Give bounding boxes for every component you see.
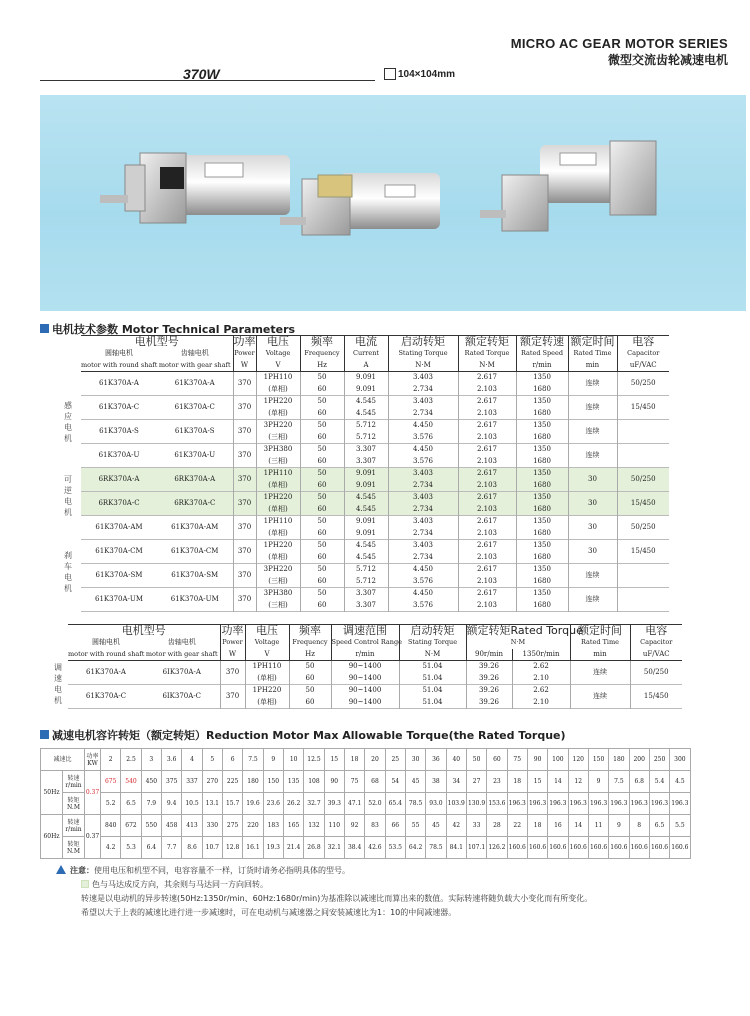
table-row: 61K370A-UM 61K370A-UM 370 3PH380 50 3.307 4.450 2.617 1350 连续 [81,588,669,600]
note-line-4: 希望以大于上表的减速比进行进一步减速时，可在电动机与减速器之间安装减速比为1：10的中间减速器。 [81,908,457,917]
torque-cell: 32.7 [304,793,324,815]
col-model: 电机型号 [134,335,179,349]
torque-cell: 196.3 [629,793,649,815]
torque-title: 减速电机容许转矩（额定转矩）Reduction Motor Max Allowable Torque(the Rated Torque) [40,727,566,743]
torque-cell: 160.6 [649,837,669,859]
ratio-cell: 3.6 [162,749,182,771]
speed-cell: 180 [243,771,263,793]
speed-cell: 33 [466,815,486,837]
note-line-1: 注意：使用电压和机型不同，电容容量不一样，订货时请务必指明具体的型号。 [56,864,592,878]
torque-cell: 160.6 [670,837,690,859]
speed-cell: 9 [588,771,608,793]
ratio-cell: 2.5 [121,749,141,771]
ratio-cell: 7.5 [243,749,263,771]
motor-1-image [100,153,290,223]
product-photo [40,95,746,311]
notes [56,864,592,920]
ratio-cell: 75 [507,749,527,771]
group-label-brake: 刹车电机 [64,551,72,593]
speed-cell: 9 [609,815,629,837]
table-row: 61K370A-U 61K370A-U 370 3PH380 50 3.307 4.450 2.617 1350 连续 [81,444,669,456]
torque-cell: 53.5 [385,837,405,859]
speed-cell: 14 [548,771,568,793]
speed-cell: 68 [365,771,385,793]
table-row: 61K370A-A 61K370A-A 370 1PH110 50 9.091 3.403 2.617 1350 连续 50/250 [81,372,669,384]
torque-cell: 26.8 [304,837,324,859]
table-row: (单相) 60 4.545 2.734 2.103 1680 [81,552,669,564]
speed-cell: 22 [507,815,527,837]
torque-cell: 160.6 [568,837,588,859]
speed-cell: 135 [283,771,303,793]
speed-cell: 38 [426,771,446,793]
table-row: (单相) 60 90~1400 51.04 39.26 2.10 [68,697,682,709]
torque-cell: 64.2 [405,837,425,859]
torque-cell: 6.4 [141,837,161,859]
speed-cell: 330 [202,815,222,837]
ratio-cell: 25 [385,749,405,771]
torque-cell: 42.6 [365,837,385,859]
ratio-cell: 5 [202,749,222,771]
ratio-cell: 9 [263,749,283,771]
torque-cell: 196.3 [527,793,547,815]
table-row: (三相) 60 5.712 3.576 2.103 1680 [81,576,669,588]
speed-cell: 18 [507,771,527,793]
torque-cell: 153.6 [487,793,507,815]
torque-cell: 196.3 [507,793,527,815]
speed-cell: 337 [182,771,202,793]
torque-cell: 4.2 [101,837,121,859]
torque-cell: 196.3 [609,793,629,815]
torque-cell: 32.1 [324,837,344,859]
torque-cell: 160.6 [527,837,547,859]
torque-cell: 47.1 [344,793,364,815]
speed-cell: 6.5 [649,815,669,837]
speed-cell: 270 [202,771,222,793]
ratio-cell: 50 [466,749,486,771]
group-label-induction: 感应电机 [64,401,72,443]
torque-cell: 160.6 [629,837,649,859]
ratio-cell: 4 [182,749,202,771]
color-swatch-icon [81,880,89,888]
torque-row: 转矩N.M 5.2 6.5 7.9 9.4 10.5 13.1 15.7 19.6 23.6 26.2 32.7 39.3 47.1 52.0 65.4 78.5 93.0 103.9 130.9 153.6 196.3 196.3 196.3 196.3 196.3 196.3 196.3 196.3 196.3 [41,793,691,815]
speed-cell: 375 [162,771,182,793]
ratio-cell: 300 [670,749,690,771]
torque-cell: 130.9 [466,793,486,815]
torque-cell: 5.2 [101,793,121,815]
speed-row: 50Hz 转速r/min 0.37 675 540 450 375 337 270 225 180 150 135 108 90 75 68 54 45 38 34 27 23 18 15 14 12 9 7.5 6.8 5.4 4.5 [41,771,691,793]
ratio-cell: 12.5 [304,749,324,771]
header-underline [40,80,375,81]
gear-motors-illustration [40,95,746,311]
table-row: (三相) 60 5.712 3.576 2.103 1680 [81,432,669,444]
table-row: (单相) 60 9.091 2.734 2.103 1680 [81,528,669,540]
speed-cell: 540 [121,771,141,793]
torque-cell: 65.4 [385,793,405,815]
speed-cell: 23 [487,771,507,793]
ratio-cell: 60 [487,749,507,771]
torque-cell: 10.5 [182,793,202,815]
torque-cell: 160.6 [507,837,527,859]
speed-cell: 132 [304,815,324,837]
ratio-cell: 120 [568,749,588,771]
series-title-cn: 微型交流齿轮减速电机 [607,53,728,67]
torque-cell: 19.6 [243,793,263,815]
torque-cell: 52.0 [365,793,385,815]
speed-cell: 275 [222,815,242,837]
torque-cell: 196.3 [670,793,690,815]
ratio-cell: 100 [548,749,568,771]
torque-cell: 196.3 [548,793,568,815]
ratio-cell: 250 [649,749,669,771]
speed-cell: 8 [629,815,649,837]
ratio-cell: 6 [222,749,242,771]
ratio-cell: 18 [344,749,364,771]
torque-cell: 196.3 [588,793,608,815]
motor-2-image [280,173,440,235]
speed-cell: 4.5 [670,771,690,793]
table-row: (单相) 60 9.091 2.734 2.103 1680 [81,480,669,492]
speed-cell: 12 [568,771,588,793]
table-row: 61K370A-CM 61K370A-CM 370 1PH220 50 4.545 3.403 2.617 1350 30 15/450 [81,540,669,552]
torque-table [40,748,691,859]
torque-cell: 39.3 [324,793,344,815]
speed-cell: 675 [101,771,121,793]
torque-cell: 21.4 [283,837,303,859]
table-row: (单相) 60 4.545 2.734 2.103 1680 [81,408,669,420]
speed-cell: 672 [121,815,141,837]
square-bullet-icon [40,730,49,739]
torque-cell: 7.7 [162,837,182,859]
note-line-3: 转速是以电动机的异步转速(50Hz:1350r/min、60Hz:1680r/min)为基准除以减速比而算出来的数值。实际转速将随负载大小变化而有所变化。 [81,894,593,903]
speed-cell: 15 [527,771,547,793]
speed-cell: 150 [263,771,283,793]
torque-cell: 38.4 [344,837,364,859]
speed-cell: 5.4 [649,771,669,793]
speed-cell: 92 [344,815,364,837]
torque-cell: 7.9 [141,793,161,815]
ratio-cell: 200 [629,749,649,771]
speed-row: 60Hz 转速r/min 0.37 840 672 550 458 413 330 275 220 183 165 132 110 92 83 66 55 45 42 33 28 22 18 16 14 11 9 8 6.5 5.5 [41,815,691,837]
square-bullet-icon [40,324,49,333]
speed-cell: 28 [487,815,507,837]
note-line-2: 色与马达成反方向，其余则与马达同一方向回转。 [56,878,592,892]
group-label-reversible: 可逆电机 [64,475,72,517]
motor-params-table: 电机型号 功率 电压 频率 电流 启动转矩 额定转矩 额定转速 额定时间 电容 圆轴电机 齿轴电机 Power Voltage Frequency Current Stating Torque Rated Torque Rated Speed Rated Time Capacitor motor with round shaft motor with gear shaft W V Hz A N·M N·M r/min min uF/VAC 61K370A-A 61K370A-A 370 1PH110 50 9.091 3.403 2.617 1350 连续 50/250 (单相) 60 9.091 2.734 2.103 1680 61K370A-C 61K370A-C 370 1PH220 50 4.545 3.403 2.617 1350 连续 15/450 (单相) 60 4.545 2.734 2.103 1680 61K370A-S 61K370A-S 370 3PH220 50 5.712 4.450 2.617 1350 连续 (三相) 60 5.712 3.576 2.103 1680 61K370A-U 61K370A-U 370 3PH380 50 3.307 4.450 2.617 1350 连续 (三相) 60 3.307 3.576 2.103 1680 6RK370A-A 6RK370A-A 370 1PH110 50 9.091 3.403 2.617 1350 30 50/250 (单相) 60 9.091 2.734 2.103 1680 6RK370A-C 6RK370A-C 370 1PH220 50 4.545 3.403 2.617 1350 30 15/450 (单相) 60 4.545 2.734 2.103 1680 61K370A-AM 61K370A-AM 370 1PH110 50 9.091 3.403 2.617 1350 30 50/250 (单相) 60 9.091 2.734 2.103 1680 61K370A-CM 61K370A-CM 370 1PH220 50 4.545 3.403 2.617 1350 30 15/450 (单相) 60 4.545 2.734 2.103 1680 61K370A-SM 61K370A-SM 370 3PH220 50 5.712 4.450 2.617 1350 连续 (三相) 60 5.712 3.576 2.103 1680 61K370A-UM 61K370A-UM 370 3PH380 50 3.307 4.450 2.617 1350 连续 (三相) 60 3.307 3.576 2.103 1680 [81,335,669,612]
ratio-cell: 40 [446,749,466,771]
group-label-speed: 调速电机 [54,663,62,705]
speed-cell: 45 [426,815,446,837]
ratio-cell: 3 [141,749,161,771]
torque-cell: 196.3 [568,793,588,815]
torque-cell: 13.1 [202,793,222,815]
torque-cell: 6.5 [121,793,141,815]
speed-cell: 5.5 [670,815,690,837]
speed-cell: 11 [588,815,608,837]
speed-cell: 54 [385,771,405,793]
ratio-cell: 36 [426,749,446,771]
torque-cell: 84.1 [446,837,466,859]
table-row: 61K370A-SM 61K370A-SM 370 3PH220 50 5.712 4.450 2.617 1350 连续 [81,564,669,576]
torque-cell: 12.8 [222,837,242,859]
warning-icon [56,865,66,874]
motor-3-image [480,141,656,231]
speed-cell: 90 [324,771,344,793]
ratio-header-row: 减速比 功率KW 2 2.5 3 3.6 4 5 6 7.5 9 10 12.5 15 18 20 25 30 36 40 50 60 75 90 100 120 150 180 200 250 300 [41,749,691,771]
speed-cell: 458 [162,815,182,837]
speed-cell: 18 [527,815,547,837]
speed-cell: 83 [365,815,385,837]
speed-cell: 6.8 [629,771,649,793]
speed-cell: 110 [324,815,344,837]
speed-cell: 45 [405,771,425,793]
table-row: 61K370A-AM 61K370A-AM 370 1PH110 50 9.091 3.403 2.617 1350 30 50/250 [81,516,669,528]
speed-cell: 14 [568,815,588,837]
speed-cell: 66 [385,815,405,837]
ratio-cell: 30 [405,749,425,771]
table-row: (单相) 60 9.091 2.734 2.103 1680 [81,384,669,396]
torque-cell: 19.3 [263,837,283,859]
speed-control-table: 电机型号 功率 电压 频率 调速范围 启动转矩 额定转矩Rated Torque 额定时间 电容 圆轴电机 齿轴电机 Power Voltage Frequency Speed Control Range Stating Torque N·M Rated Time Capacitor motor with round shaft motor with gear shaft W V Hz r/min N·M 90r/min 1350r/min min uF/VAC 61K370A-A 6IK370A-A 370 1PH110 50 90~1400 51.04 39.26 2.62 连续 50/250 (单相) 60 90~1400 51.04 39.26 2.10 61K370A-C 6IK370A-C 370 1PH220 50 90~1400 51.04 39.26 2.62 连续 15/450 (单相) 60 90~1400 51.04 39.26 2.10 [68,624,682,709]
speed-cell: 75 [344,771,364,793]
table-row: 6RK370A-C 6RK370A-C 370 1PH220 50 4.545 3.403 2.617 1350 30 15/450 [81,492,669,504]
torque-cell: 93.0 [426,793,446,815]
torque-cell: 78.5 [405,793,425,815]
speed-cell: 27 [466,771,486,793]
torque-cell: 15.7 [222,793,242,815]
torque-cell: 160.6 [609,837,629,859]
torque-cell: 160.6 [548,837,568,859]
torque-cell: 23.6 [263,793,283,815]
motor-params-title: 电机技术参数 Motor Technical Parameters [40,321,295,337]
series-title-en: MICRO AC GEAR MOTOR SERIES [510,36,728,51]
speed-cell: 840 [101,815,121,837]
torque-cell: 126.2 [487,837,507,859]
speed-cell: 108 [304,771,324,793]
frame-size: 104×104mm [398,69,455,80]
ratio-cell: 10 [283,749,303,771]
torque-row: 转矩N.M 4.2 5.3 6.4 7.7 8.6 10.7 12.8 16.1 19.3 21.4 26.8 32.1 38.4 42.6 53.5 64.2 78.5 84.1 107.1 126.2 160.6 160.6 160.6 160.6 160.6 160.6 160.6 160.6 160.6 [41,837,691,859]
speed-cell: 220 [243,815,263,837]
torque-cell: 107.1 [466,837,486,859]
torque-cell: 5.3 [121,837,141,859]
power-rating: 370W [183,66,220,82]
ratio-cell: 15 [324,749,344,771]
speed-cell: 225 [222,771,242,793]
torque-cell: 10.7 [202,837,222,859]
speed-cell: 42 [446,815,466,837]
table-row: 61K370A-A 6IK370A-A 370 1PH110 50 90~1400 51.04 39.26 2.62 连续 50/250 [68,661,682,673]
torque-cell: 26.2 [283,793,303,815]
torque-cell: 16.1 [243,837,263,859]
torque-cell: 196.3 [649,793,669,815]
speed-cell: 7.5 [609,771,629,793]
torque-cell: 78.5 [426,837,446,859]
table-row: (三相) 60 3.307 3.576 2.103 1680 [81,600,669,612]
table-row: (单相) 60 4.545 2.734 2.103 1680 [81,504,669,516]
speed-cell: 16 [548,815,568,837]
speed-cell: 450 [141,771,161,793]
ratio-cell: 150 [588,749,608,771]
torque-cell: 160.6 [588,837,608,859]
table-row: (单相) 60 90~1400 51.04 39.26 2.10 [68,673,682,685]
torque-cell: 8.6 [182,837,202,859]
ratio-cell: 2 [101,749,121,771]
ratio-cell: 20 [365,749,385,771]
table-row: 61K370A-S 61K370A-S 370 3PH220 50 5.712 4.450 2.617 1350 连续 [81,420,669,432]
speed-cell: 183 [263,815,283,837]
speed-cell: 550 [141,815,161,837]
ratio-cell: 180 [609,749,629,771]
speed-cell: 34 [446,771,466,793]
speed-cell: 413 [182,815,202,837]
table-row: 61K370A-C 6IK370A-C 370 1PH220 50 90~1400 51.04 39.26 2.62 连续 15/450 [68,685,682,697]
table-row: 61K370A-C 61K370A-C 370 1PH220 50 4.545 3.403 2.617 1350 连续 15/450 [81,396,669,408]
speed-cell: 165 [283,815,303,837]
table-row: 6RK370A-A 6RK370A-A 370 1PH110 50 9.091 3.403 2.617 1350 30 50/250 [81,468,669,480]
torque-cell: 9.4 [162,793,182,815]
table-row: (三相) 60 3.307 3.576 2.103 1680 [81,456,669,468]
frame-square-icon [384,68,396,80]
speed-cell: 55 [405,815,425,837]
torque-cell: 103.9 [446,793,466,815]
ratio-cell: 90 [527,749,547,771]
